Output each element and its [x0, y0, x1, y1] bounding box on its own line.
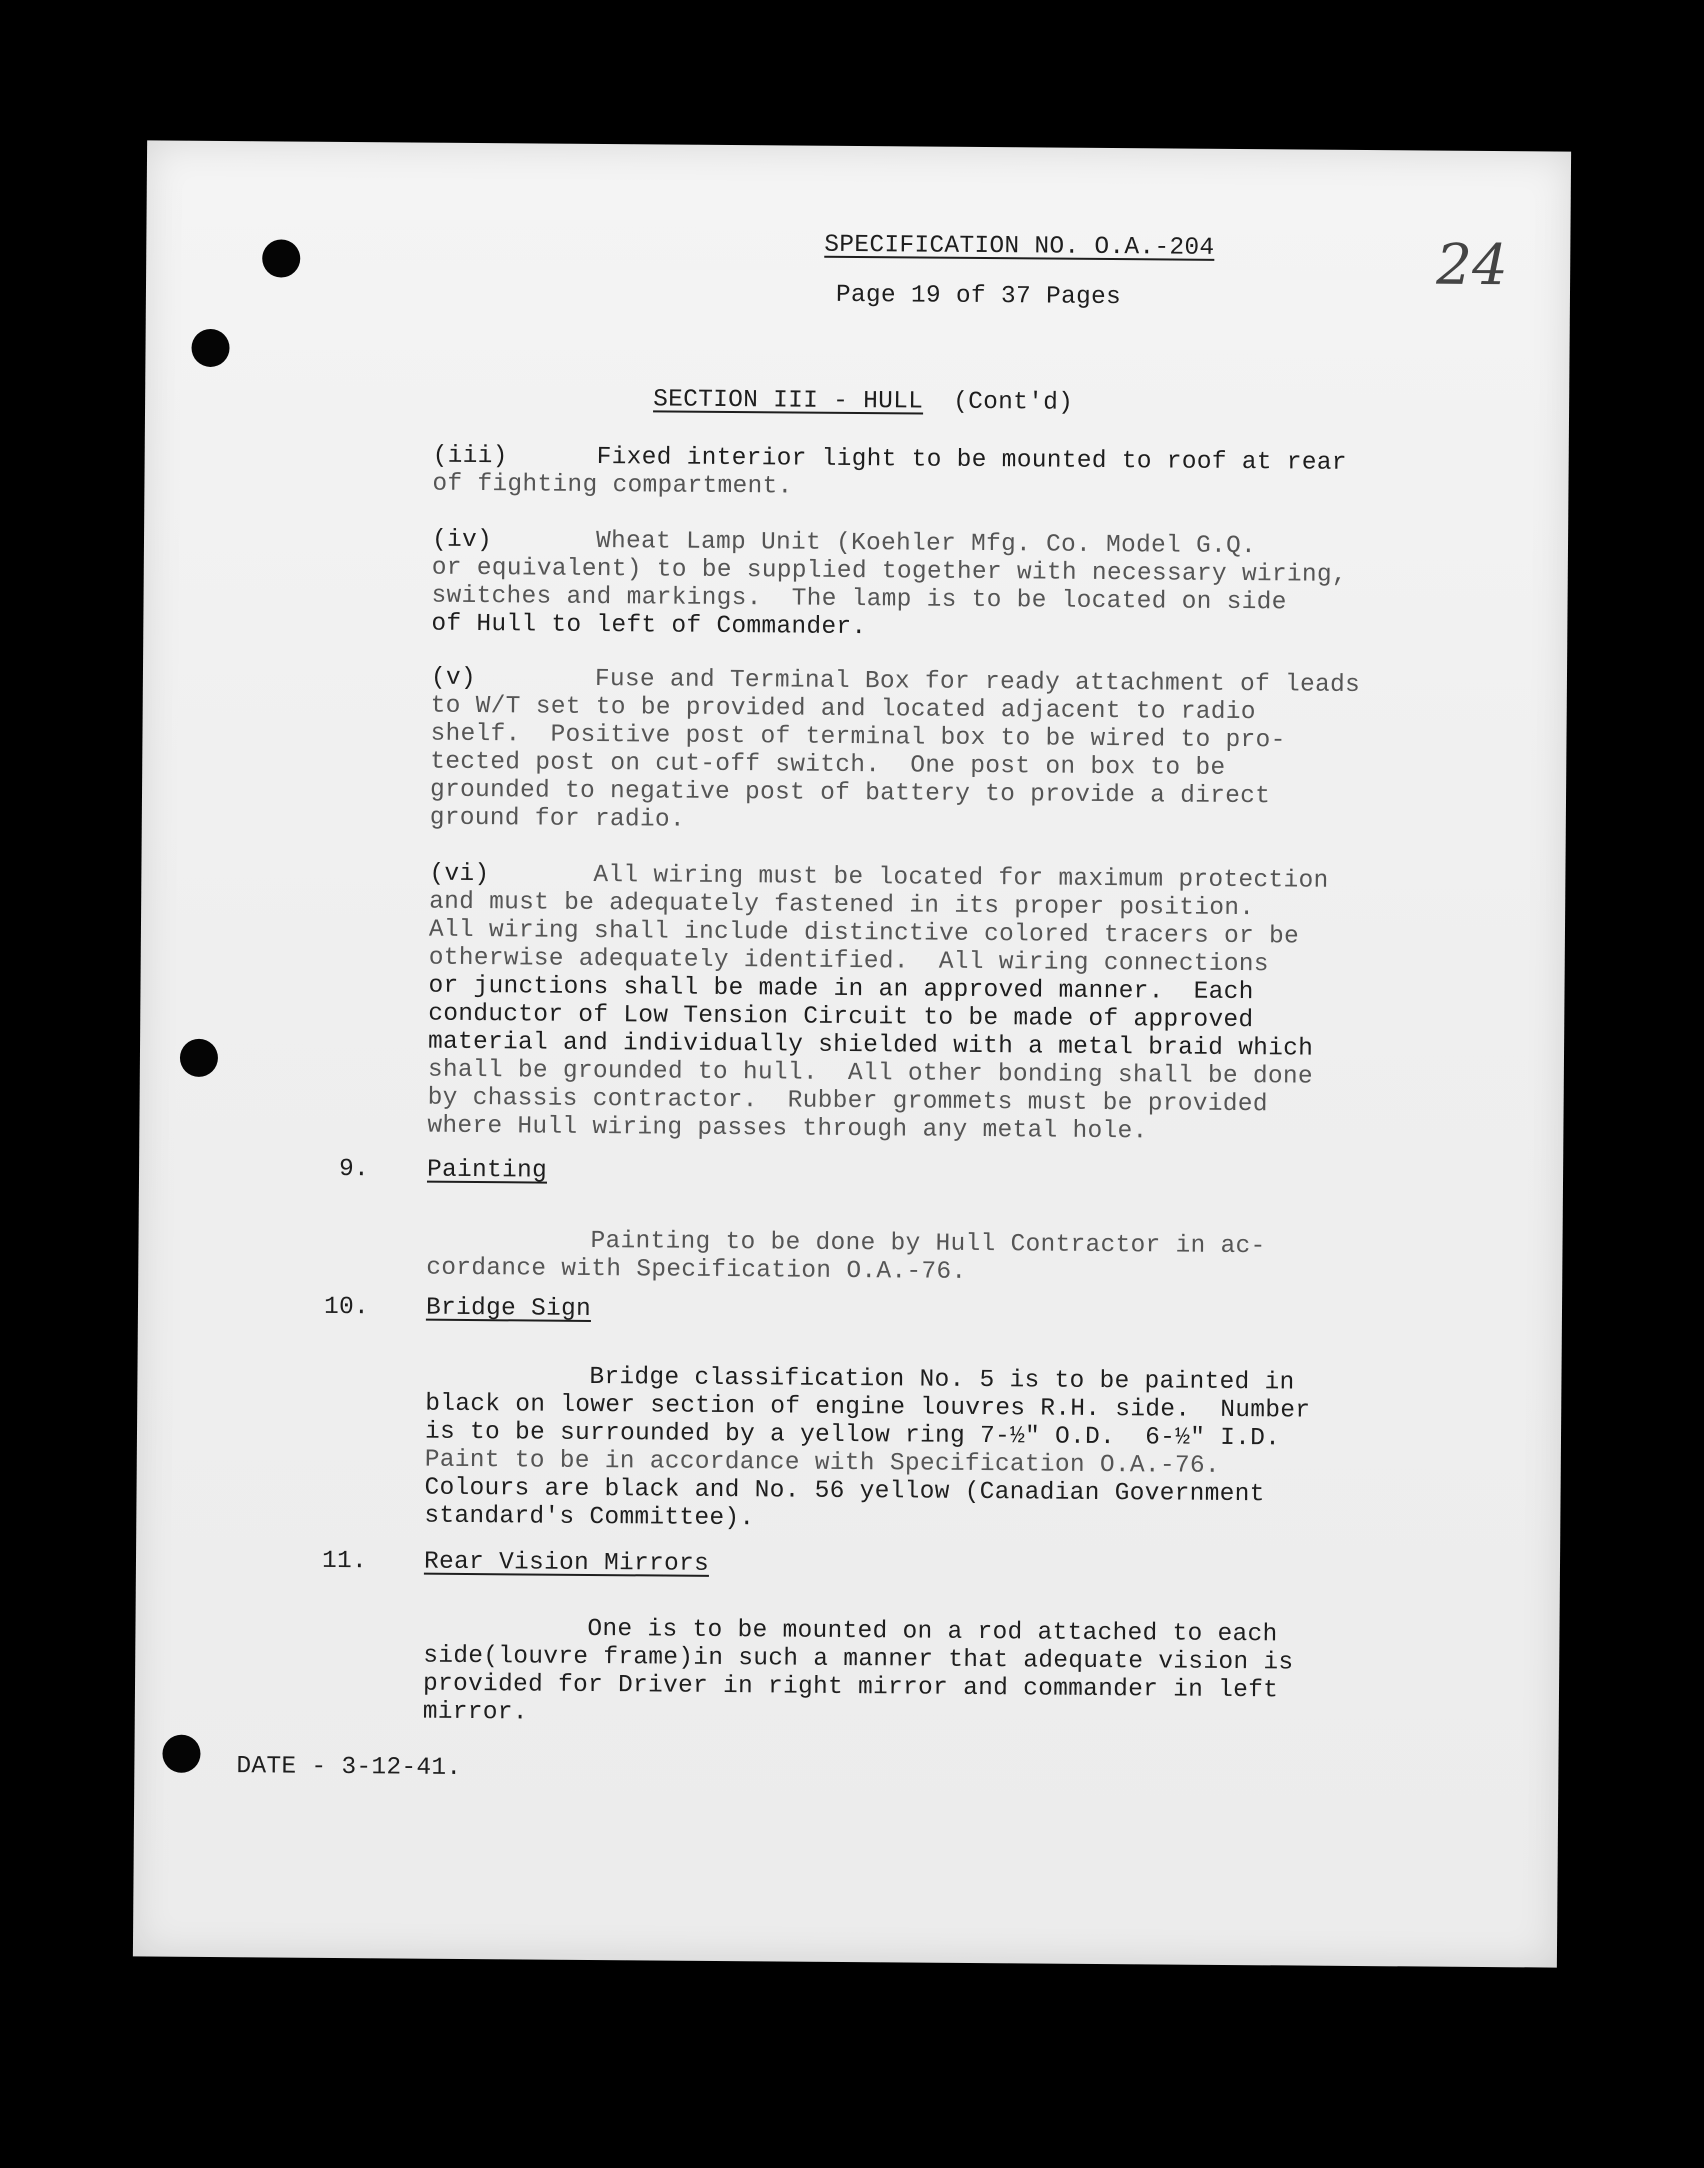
item-label: (vi) — [429, 860, 490, 889]
item-v-text — [430, 665, 1360, 840]
text-line: All wiring shall include distinctive colored tracers or be — [428, 916, 1300, 951]
text-line: Fuse and Terminal Box for ready attachment of leads — [594, 665, 1361, 699]
item-label: (v) — [430, 664, 477, 693]
text-line: or junctions shall be made in an approved manner. Each — [428, 972, 1254, 1007]
text-line: switches and markings. The lamp is to be located on side — [431, 582, 1287, 617]
text-line: side(louvre frame)in such a manner that adequate vision is — [423, 1642, 1294, 1677]
item-vi-text — [427, 861, 1328, 1148]
text-line: grounded to negative post of battery to provide a direct — [429, 776, 1271, 811]
punch-hole — [191, 329, 229, 367]
section-heading-rear-vision-mirrors: Rear Vision Mirrors — [423, 1548, 710, 1578]
bridge-sign-text — [424, 1363, 1310, 1538]
text-line: of Hull to left of Commander. — [431, 610, 867, 642]
text-line: to W/T set to be provided and located adjacent to radio — [430, 692, 1256, 727]
painting-text — [426, 1227, 1266, 1290]
punch-hole — [262, 239, 300, 277]
text-line: shall be grounded to hull. All other bonding shall be done — [427, 1056, 1314, 1091]
text-line: tected post on cut-off switch. One post on box to be — [430, 748, 1226, 782]
rear-vision-mirrors-text — [423, 1615, 1294, 1734]
text-line: ground for radio. — [429, 804, 685, 834]
section-number: 10. — [323, 1293, 370, 1322]
text-line: standard's Committee). — [424, 1502, 755, 1533]
handwritten-page-number: 24 — [1435, 232, 1509, 299]
text-line: One is to be mounted on a rod attached to each — [587, 1615, 1278, 1649]
text-line: or equivalent) to be supplied together with necessary wiring, — [431, 554, 1348, 589]
text-line: All wiring must be located for maximum protection — [593, 861, 1329, 895]
text-line: of fighting compartment. — [432, 470, 793, 501]
document-content — [133, 140, 1571, 1967]
item-iii-text — [432, 443, 1347, 506]
punch-hole — [180, 1039, 218, 1077]
text-line: material and individually shielded with a metal braid which — [427, 1028, 1314, 1063]
text-line: and must be adequately fastened in its proper position. — [429, 888, 1255, 923]
text-line: provided for Driver in right mirror and commander in left — [422, 1670, 1279, 1705]
item-iv-text — [431, 527, 1347, 646]
text-line: by chassis contractor. Rubber grommets must be provided — [427, 1084, 1268, 1119]
text-line: Painting to be done by Hull Contractor in ac- — [590, 1227, 1266, 1261]
section-title: SECTION III - HULL — [653, 386, 924, 416]
text-line: Paint to be in accordance with Specification O.A.-76. — [424, 1446, 1221, 1480]
text-line: shelf. Positive post of terminal box to be wired to pro- — [430, 720, 1286, 755]
text-line: otherwise adequately identified. All wiring connections — [428, 944, 1269, 979]
section-title-line — [593, 358, 1074, 446]
text-line: cordance with Specification O.A.-76. — [426, 1254, 967, 1286]
section-heading-painting: Painting — [426, 1156, 548, 1185]
section-continued: (Cont'd) — [953, 388, 1074, 417]
text-line: conductor of Low Tension Circuit to be made of approved — [428, 1000, 1254, 1035]
text-line: is to be surrounded by a yellow ring 7-½" O.D. 6-½" I.D. — [424, 1418, 1281, 1453]
text-line: black on lower section of engine louvres R.H. side. Number — [425, 1390, 1311, 1425]
text-line: Colours are black and No. 56 yellow (Canadian Government — [424, 1474, 1265, 1509]
text-line: Wheat Lamp Unit (Koehler Mfg. Co. Model G.Q. — [595, 527, 1257, 561]
section-number: 11. — [321, 1547, 368, 1576]
section-heading-bridge-sign: Bridge Sign — [425, 1294, 592, 1323]
specification-number: SPECIFICATION NO. O.A.-204 — [824, 231, 1215, 262]
punch-hole — [162, 1735, 200, 1773]
text-line: mirror. — [422, 1698, 528, 1727]
section-number: 9. — [338, 1155, 370, 1184]
item-label: (iv) — [431, 526, 493, 555]
document-date: DATE - 3-12-41. — [236, 1753, 462, 1782]
text-line: where Hull wiring passes through any metal hole. — [427, 1112, 1148, 1146]
item-label: (iii) — [432, 442, 508, 471]
page-number: Page 19 of 37 Pages — [835, 281, 1122, 312]
text-line: Bridge classification No. 5 is to be painted in — [589, 1363, 1295, 1397]
text-line: Fixed interior light to be mounted to roof at rear — [596, 443, 1347, 477]
